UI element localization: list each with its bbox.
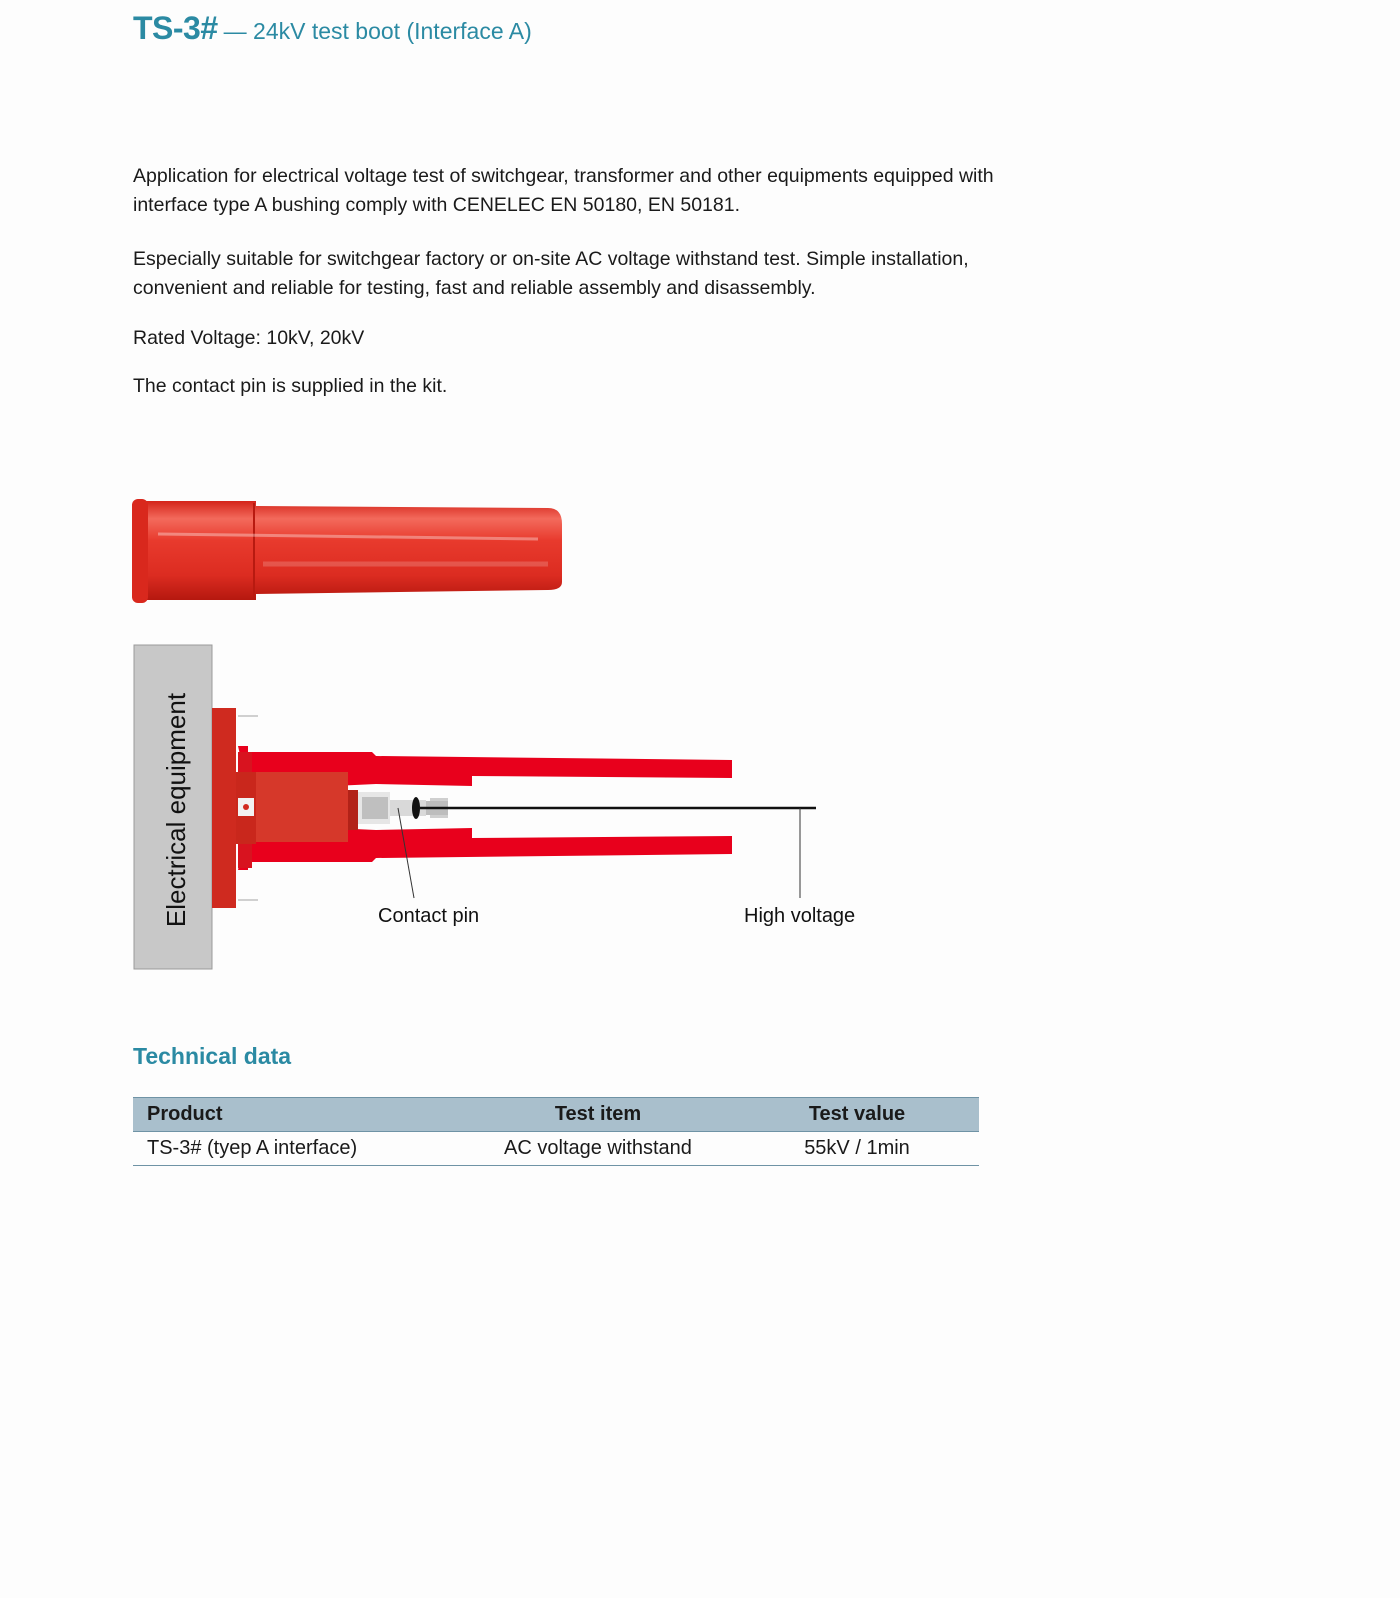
bushing-base [212,708,236,908]
contact-pin-label: Contact pin [378,905,480,927]
technical-data-heading: Technical data [133,1043,292,1069]
cell-product: TS-3# (tyep A interface) [133,1132,461,1166]
cell-test-item: AC voltage withstand [461,1132,735,1166]
cross-section-diagram [130,640,870,980]
technical-data-table [133,1097,979,1166]
boot-photo-body [136,501,562,600]
contact-pin-note: The contact pin is supplied in the kit. [133,375,448,397]
column-header-test-value: Test value [735,1098,979,1132]
column-header-test-item: Test item [461,1098,735,1132]
test-boot-photo [128,494,578,618]
rated-voltage-text: Rated Voltage: 10kV, 20kV [133,327,365,349]
description-paragraph-application: Application for electrical voltage test of switchgear, transformer and other equipments equipped with interface type A bushing comply with CENELEC EN 50180, EN 50181. [133,165,994,216]
table-header-row [133,1098,979,1132]
description-paragraph-usage: Especially suitable for switchgear factory or on-site AC voltage withstand test. Simple installation, convenient and reliable for testing, fast and reliable assembly and disassembly. [133,248,969,299]
cell-test-value: 55kV / 1min [735,1132,979,1166]
high-voltage-label: High voltage [744,905,856,927]
page-title [133,10,532,47]
table-row [133,1132,979,1166]
column-header-product: Product [133,1098,461,1132]
product-code: TS-3# [133,10,218,46]
page-subtitle: — 24kV test boot (Interface A) [223,18,532,44]
boot-photo-flange [132,499,148,603]
equipment-label: Electrical equipment [161,692,191,928]
